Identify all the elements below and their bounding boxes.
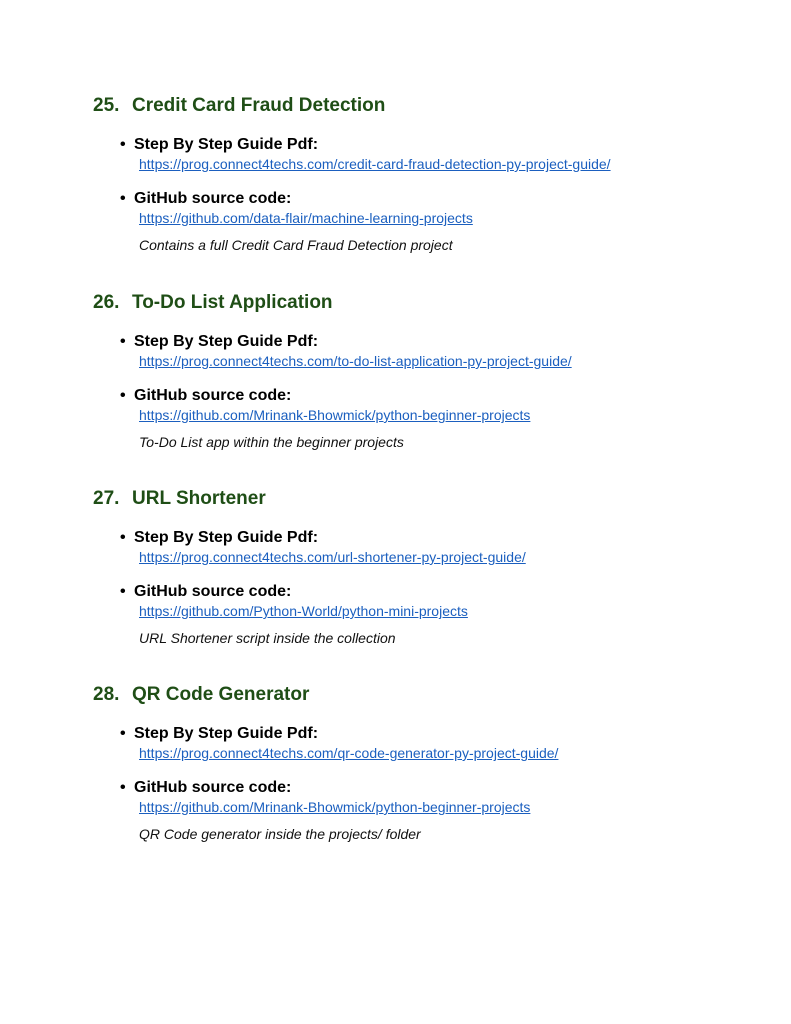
guide-label: Step By Step Guide Pdf: xyxy=(134,333,319,350)
github-link[interactable]: https://github.com/Python-World/python-mini-projects xyxy=(139,603,468,619)
guide-link[interactable]: https://prog.connect4techs.com/qr-code-generator-py-project-guide/ xyxy=(139,745,559,761)
guide-link[interactable]: https://prog.connect4techs.com/credit-card-fraud-detection-py-project-guide/ xyxy=(139,156,611,172)
project-note: Contains a full Credit Card Fraud Detection project xyxy=(139,237,453,253)
github-link[interactable]: https://github.com/Mrinank-Bhowmick/python-beginner-projects xyxy=(139,407,531,423)
section-heading xyxy=(93,292,333,314)
bullet-icon: • xyxy=(120,529,126,546)
guide-label: Step By Step Guide Pdf: xyxy=(134,136,319,153)
bullet-icon: • xyxy=(120,333,126,350)
section-title: To-Do List Application xyxy=(132,292,333,313)
project-note: URL Shortener script inside the collection xyxy=(139,630,396,646)
bullet-icon: • xyxy=(120,779,126,796)
guide-link[interactable]: https://prog.connect4techs.com/url-shortener-py-project-guide/ xyxy=(139,549,526,565)
section-heading xyxy=(93,95,385,117)
github-label: GitHub source code: xyxy=(134,779,292,796)
section-number: 25. xyxy=(93,95,120,116)
project-note: QR Code generator inside the projects/ folder xyxy=(139,826,421,842)
section-heading xyxy=(93,488,266,510)
bullet-icon: • xyxy=(120,387,126,404)
section-heading xyxy=(93,684,309,706)
github-link[interactable]: https://github.com/data-flair/machine-learning-projects xyxy=(139,210,473,226)
github-link[interactable]: https://github.com/Mrinank-Bhowmick/python-beginner-projects xyxy=(139,799,531,815)
project-note: To-Do List app within the beginner projects xyxy=(139,434,404,450)
bullet-icon: • xyxy=(120,725,126,742)
github-label: GitHub source code: xyxy=(134,583,292,600)
github-label: GitHub source code: xyxy=(134,387,292,404)
bullet-icon: • xyxy=(120,190,126,207)
guide-label: Step By Step Guide Pdf: xyxy=(134,725,319,742)
section-title: URL Shortener xyxy=(132,488,266,509)
guide-link[interactable]: https://prog.connect4techs.com/to-do-list-application-py-project-guide/ xyxy=(139,353,572,369)
github-label: GitHub source code: xyxy=(134,190,292,207)
section-number: 27. xyxy=(93,488,120,509)
bullet-icon: • xyxy=(120,583,126,600)
bullet-icon: • xyxy=(120,136,126,153)
guide-label: Step By Step Guide Pdf: xyxy=(134,529,319,546)
section-title: QR Code Generator xyxy=(132,684,310,705)
section-number: 28. xyxy=(93,684,120,705)
section-title: Credit Card Fraud Detection xyxy=(132,95,386,116)
section-number: 26. xyxy=(93,292,120,313)
